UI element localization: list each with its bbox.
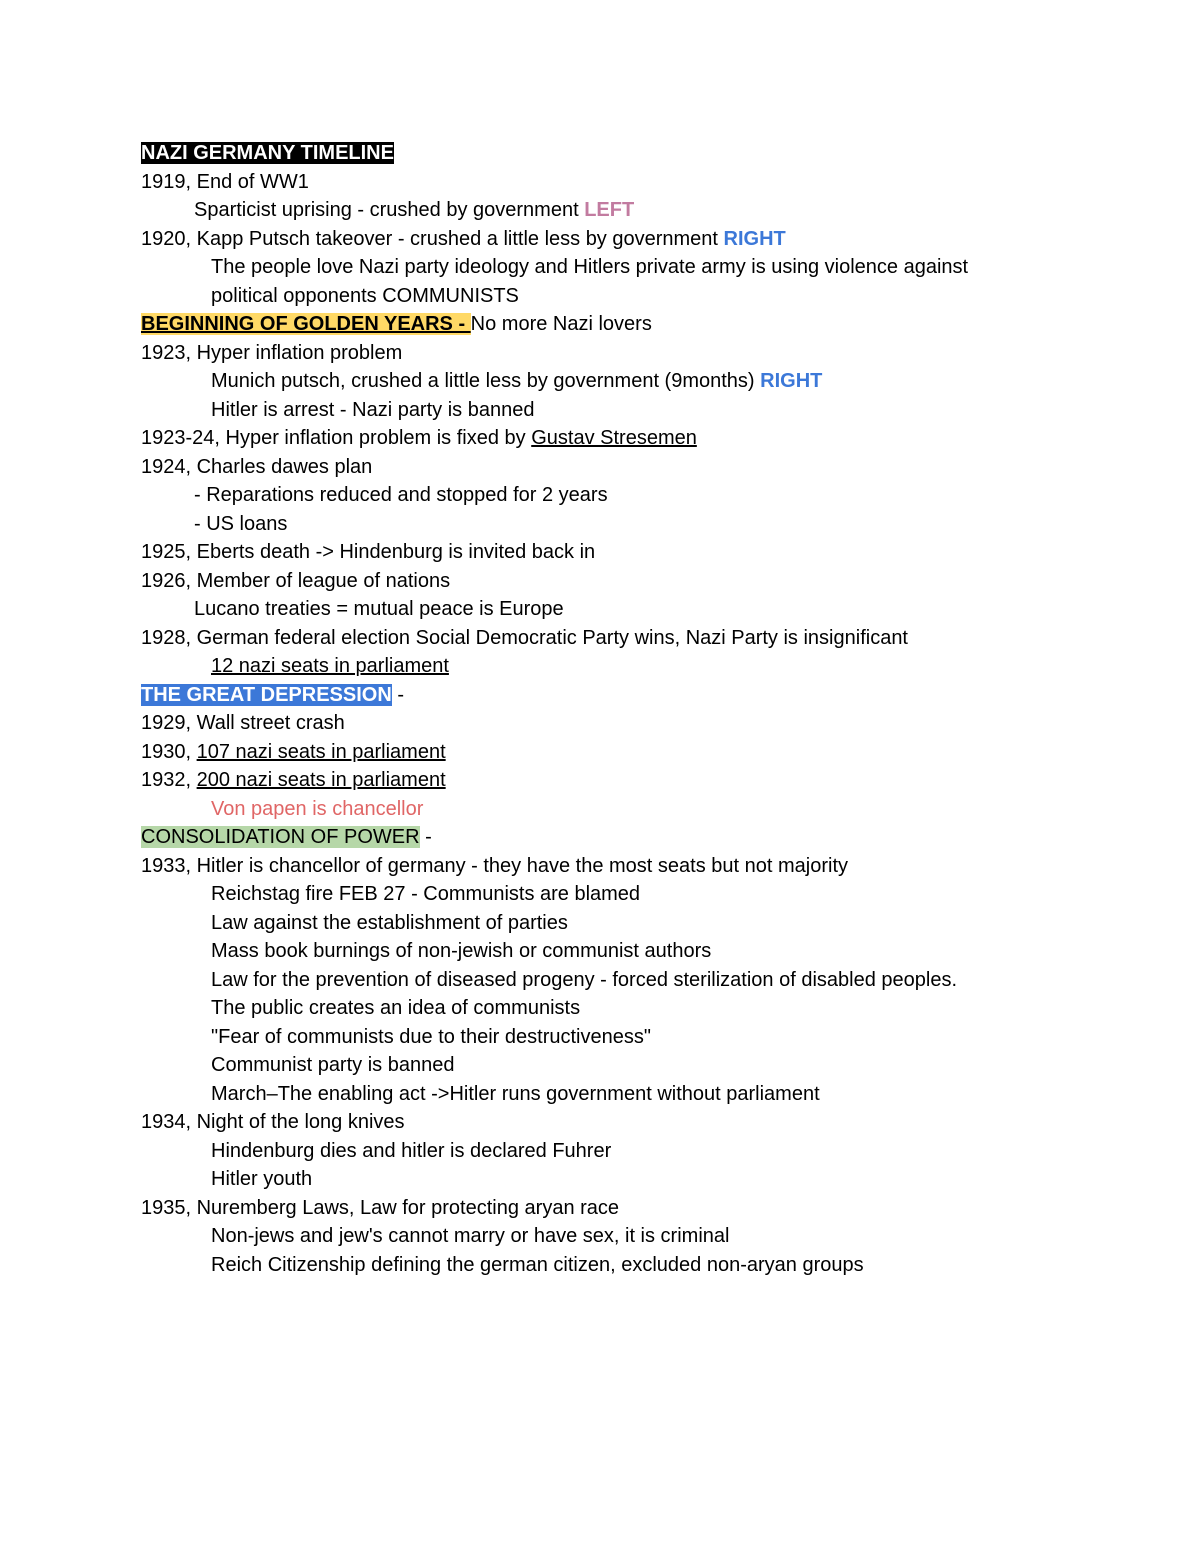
golden-years-heading: BEGINNING OF GOLDEN YEARS - — [141, 313, 471, 335]
golden-years-note: No more Nazi lovers — [470, 313, 652, 335]
consolidation-heading: CONSOLIDATION OF POWER — [141, 826, 420, 848]
entry-1924-detail-2: - US loans — [194, 512, 288, 535]
entry-1928: 1928, German federal election Social Democratic Party wins, Nazi Party is insignificant — [141, 626, 908, 649]
great-depression-heading-line — [141, 681, 1141, 710]
title-line — [141, 139, 1141, 168]
entry-1919: 1919, End of WW1 — [141, 170, 309, 193]
entry-1920-detail-2: political opponents COMMUNISTS — [211, 284, 519, 307]
entry-1933-detail-4: Law for the prevention of diseased progeny - forced sterilization of disabled peoples. — [211, 968, 958, 991]
entry-1929: 1929, Wall street crash — [141, 712, 345, 734]
year-prefix: 1930, — [141, 740, 197, 763]
detail-text: Munich putsch, crushed a little less by government (9months) — [211, 370, 761, 392]
entry-1923-24 — [141, 424, 1141, 453]
entry-1920 — [141, 225, 1141, 254]
entry-1923-detail-2: Hitler is arrest - Nazi party is banned — [211, 398, 535, 421]
entry-1923: 1923, Hyper inflation problem — [141, 341, 403, 364]
left-tag: LEFT — [584, 199, 635, 221]
entry-1934-detail-2: Hitler youth — [211, 1168, 313, 1190]
heading-dash: - — [419, 826, 432, 848]
entry-1934: 1934, Night of the long knives — [141, 1111, 405, 1133]
document-page — [141, 139, 1141, 1279]
entry-1933-detail-2: Law against the establishment of parties — [211, 911, 568, 934]
entry-1932-detail: Von papen is chancellor — [211, 797, 424, 820]
entry-1935: 1935, Nuremberg Laws, Law for protecting aryan race — [141, 1196, 620, 1219]
entry-1919-detail — [141, 196, 1141, 225]
seats-1928: 12 nazi seats in parliament — [211, 655, 449, 677]
entry-1928-detail — [141, 652, 1141, 681]
entry-1926-detail: Lucano treaties = mutual peace is Europe — [194, 598, 564, 620]
entry-1925: 1925, Eberts death -> Hindenburg is invited back in — [141, 541, 596, 563]
entry-1933-detail-1: Reichstag fire FEB 27 - Communists are blamed — [211, 883, 641, 905]
great-depression-heading: THE GREAT DEPRESSION — [141, 683, 392, 706]
stresemann-name: Gustav Stresemen — [531, 427, 697, 449]
right-tag: RIGHT — [723, 227, 786, 250]
entry-1920-detail-1: The people love Nazi party ideology and Hitlers private army is using violence against — [211, 256, 969, 278]
entry-1926: 1926, Member of league of nations — [141, 569, 451, 592]
entry-1924: 1924, Charles dawes plan — [141, 455, 373, 478]
golden-years-heading-line — [141, 310, 1141, 339]
entry-1932 — [141, 766, 1141, 795]
entry-1935-detail-2: Reich Citizenship defining the german citizen, excluded non-aryan groups — [211, 1253, 864, 1276]
seats-1930: 107 nazi seats in parliament — [196, 740, 446, 763]
entry-1934-detail-1: Hindenburg dies and hitler is declared Fuhrer — [211, 1139, 612, 1162]
heading-dash: - — [391, 683, 404, 706]
entry-1924-detail-1: - Reparations reduced and stopped for 2 years — [194, 484, 608, 506]
detail-text: Sparticist uprising - crushed by government — [194, 199, 585, 221]
entry-1930 — [141, 738, 1141, 767]
entry-1923-detail-1 — [141, 367, 1141, 396]
entry-1933: 1933, Hitler is chancellor of germany - they have the most seats but not majority — [141, 854, 849, 877]
right-tag: RIGHT — [760, 370, 823, 392]
consolidation-heading-line — [141, 823, 1141, 852]
seats-1932: 200 nazi seats in parliament — [196, 769, 446, 791]
entry-1933-detail-3: Mass book burnings of non-jewish or communist authors — [211, 940, 712, 962]
document-title: NAZI GERMANY TIMELINE — [141, 142, 394, 164]
entry-1933-detail-8: March–The enabling act ->Hitler runs government without parliament — [211, 1082, 820, 1105]
year-prefix: 1932, — [141, 769, 197, 791]
entry-text: 1923-24, Hyper inflation problem is fixed by — [141, 427, 532, 449]
entry-1933-detail-5: The public creates an idea of communists — [211, 997, 581, 1019]
entry-1933-detail-7: Communist party is banned — [211, 1054, 455, 1076]
entry-1933-detail-6: "Fear of communists due to their destructiveness" — [211, 1025, 651, 1048]
entry-text: 1920, Kapp Putsch takeover - crushed a little less by government — [141, 227, 724, 250]
entry-1935-detail-1: Non-jews and jew's cannot marry or have sex, it is criminal — [211, 1225, 730, 1247]
